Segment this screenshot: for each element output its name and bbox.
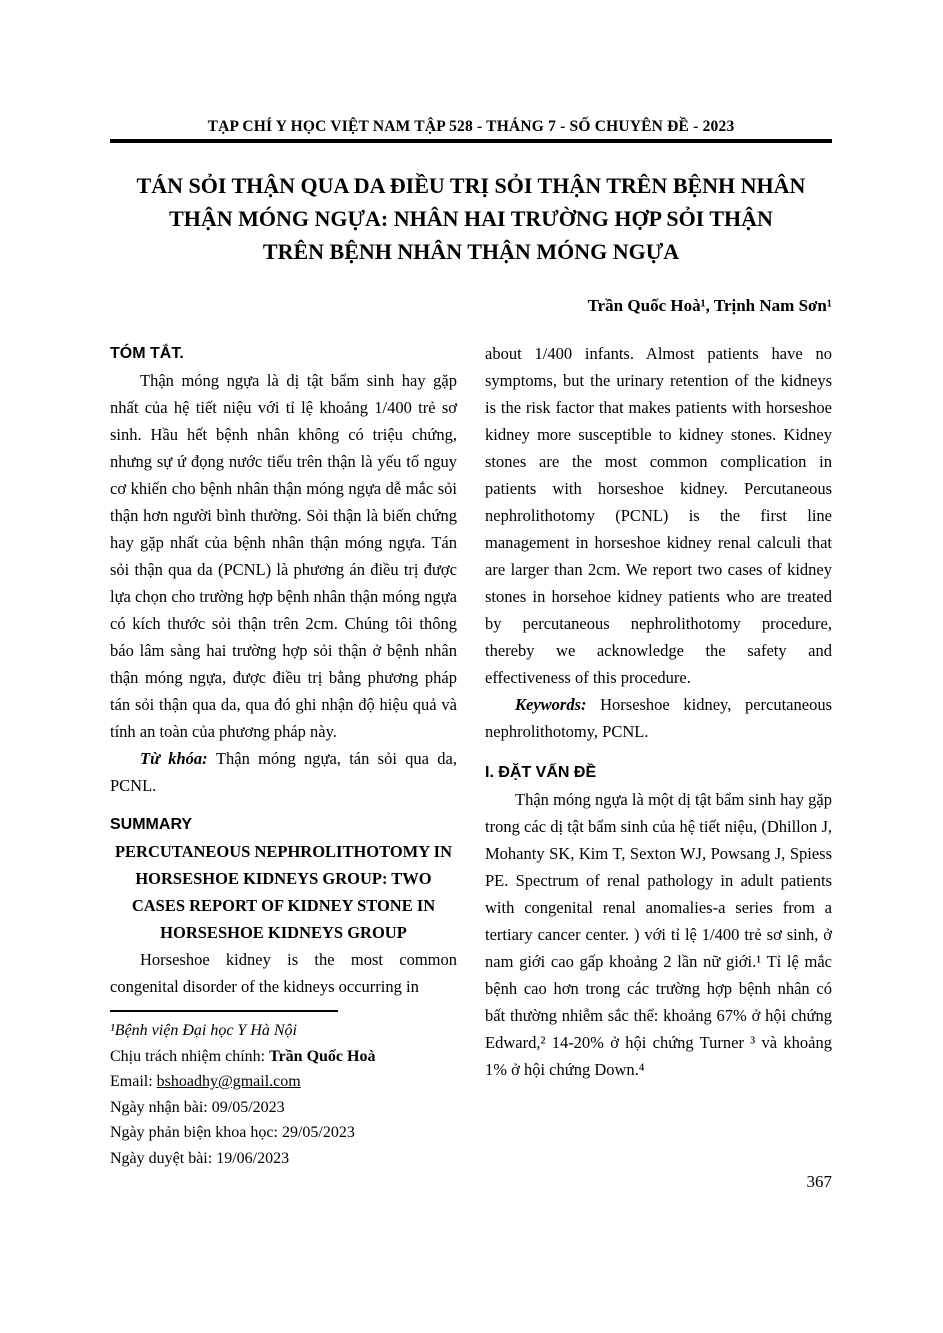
page-number: 367 [806, 1172, 832, 1191]
keywords-en-paragraph [485, 691, 832, 745]
keywords-vi-label: Từ khóa: [140, 749, 216, 768]
article-title-line: TRÊN BỆNH NHÂN THẬN MÓNG NGỰA [262, 239, 680, 264]
keywords-vi-paragraph [110, 745, 457, 799]
abstract-vi-heading: TÓM TẮT. [110, 345, 184, 362]
keywords-en-label: Keywords: [515, 695, 601, 714]
footnote-received-date: Ngày nhận bài: 09/05/2023 [110, 1098, 285, 1116]
header-rule [110, 139, 832, 143]
summary-body-right: about 1/400 infants. Almost patients have no symptoms, but the urinary retention of the kidneys is the risk factor that makes patients with horseshoe kidney more susceptible to kidney stones. Kidney stones are the most common complication in patients with horseshoe kidney. Percutaneous nephrolithotomy (PCNL) is the first line management in horseshoe kidney renal calculi that are larger than 2cm. We report two cases of kidney stones in horsehoe kidney patients who are treated by percutaneous nephrolithotomy procedure, thereby we acknowledge the safety and effectiveness of this procedure. [485, 344, 832, 687]
summary-title-en: PERCUTANEOUS NEPHROLITHOTOMY IN HORSESHOE KIDNEYS GROUP: TWO CASES REPORT OF KIDNEY STONE IN HORSESHOE KIDNEYS GROUP [114, 842, 453, 942]
footnote-email-link[interactable]: bshoadhy@gmail.com [156, 1073, 301, 1090]
article-title-line: TÁN SỎI THẬN QUA DA ĐIỀU TRỊ SỎI THẬN TRÊN BỆNH NHÂN [136, 173, 806, 198]
journal-header: TẠP CHÍ Y HỌC VIỆT NAM TẬP 528 - THÁNG 7 - SỐ CHUYÊN ĐỀ - 2023 [207, 118, 735, 135]
footnote-email-row [110, 1069, 457, 1095]
two-column-body [110, 340, 832, 1171]
footnote-responsible [110, 1044, 457, 1070]
authors-line: Trần Quốc Hoà¹, Trịnh Nam Sơn¹ [587, 296, 832, 315]
right-column [485, 340, 832, 1171]
introduction-body: Thận móng ngựa là một dị tật bẩm sinh hay gặp trong các dị tật bẩm sinh của hệ tiết niệu, (Dhillon J, Mohanty SK, Kim T, Sexton WJ, Powsang J, Spiess PE. Spectrum of renal pathology in adult patients with congenital renal anomalies-a series from a tertiary cancer center. ) với tỉ lệ 1/400 trẻ sơ sinh, ở nam giới cao gấp khoảng 2 lần nữ giới.¹ Tỉ lệ mắc bệnh cao hơn trong các trường hợp bệnh nhân có bất thường nhiễm sắc thể: khoảng 67% ở hội chứng Edward,² 14-20% ở hội chứng Turner ³ và khoảng 1% ở hội chứng Down.⁴ [485, 790, 832, 1079]
article-title [110, 169, 832, 268]
footnote-accepted-date: Ngày duyệt bài: 19/06/2023 [110, 1149, 290, 1167]
footnote-responsible-name: Trần Quốc Hoà [269, 1047, 376, 1065]
left-column [110, 340, 457, 1171]
footnote-affiliation: ¹Bệnh viện Đại học Y Hà Nội [110, 1022, 297, 1039]
summary-body-left: Horseshoe kidney is the most common congenital disorder of the kidneys occurring in [110, 950, 457, 996]
footnote-email-label: Email: [110, 1073, 157, 1090]
footnote-block [110, 1010, 457, 1171]
article-title-line: THẬN MÓNG NGỰA: NHÂN HAI TRƯỜNG HỢP SỎI THẬN [169, 206, 773, 231]
footnote-responsible-label: Chịu trách nhiệm chính: [110, 1047, 270, 1065]
keywords-vi-text: Thận móng ngựa, tán sỏi qua da, PCNL. [110, 749, 457, 795]
keywords-en-text: Horseshoe kidney, percutaneous nephrolithotomy, PCNL. [485, 695, 832, 741]
footnote-reviewed-date: Ngày phản biện khoa học: 29/05/2023 [110, 1124, 355, 1141]
summary-heading: SUMMARY [110, 816, 193, 833]
footnote-rule [110, 1010, 338, 1012]
introduction-heading: I. ĐẶT VẤN ĐỀ [485, 764, 597, 781]
abstract-vi-body: Thận móng ngựa là dị tật bẩm sinh hay gặp nhất của hệ tiết niệu với tỉ lệ khoảng 1/400 trẻ sơ sinh. Hầu hết bệnh nhân không có triệu chứng, nhưng sự ứ đọng nước tiểu trên thận là yếu tố nguy cơ khiến cho bệnh nhân thận móng ngựa dễ mắc sỏi thận hơn người bình thường. Sỏi thận là biến chứng hay gặp nhất của bệnh nhân thận móng ngựa. Tán sỏi thận qua da (PCNL) là phương án điều trị được lựa chọn cho trường hợp bệnh nhân thận móng ngựa có kích thước sỏi thận trên 2cm. Chúng tôi thông báo lâm sàng hai trường hợp sỏi thận ở bệnh nhân thận móng ngựa, được điều trị bằng phương pháp tán sỏi thận qua da, qua đó ghi nhận độ hiệu quả và tính an toàn của phương pháp này. [110, 371, 457, 741]
